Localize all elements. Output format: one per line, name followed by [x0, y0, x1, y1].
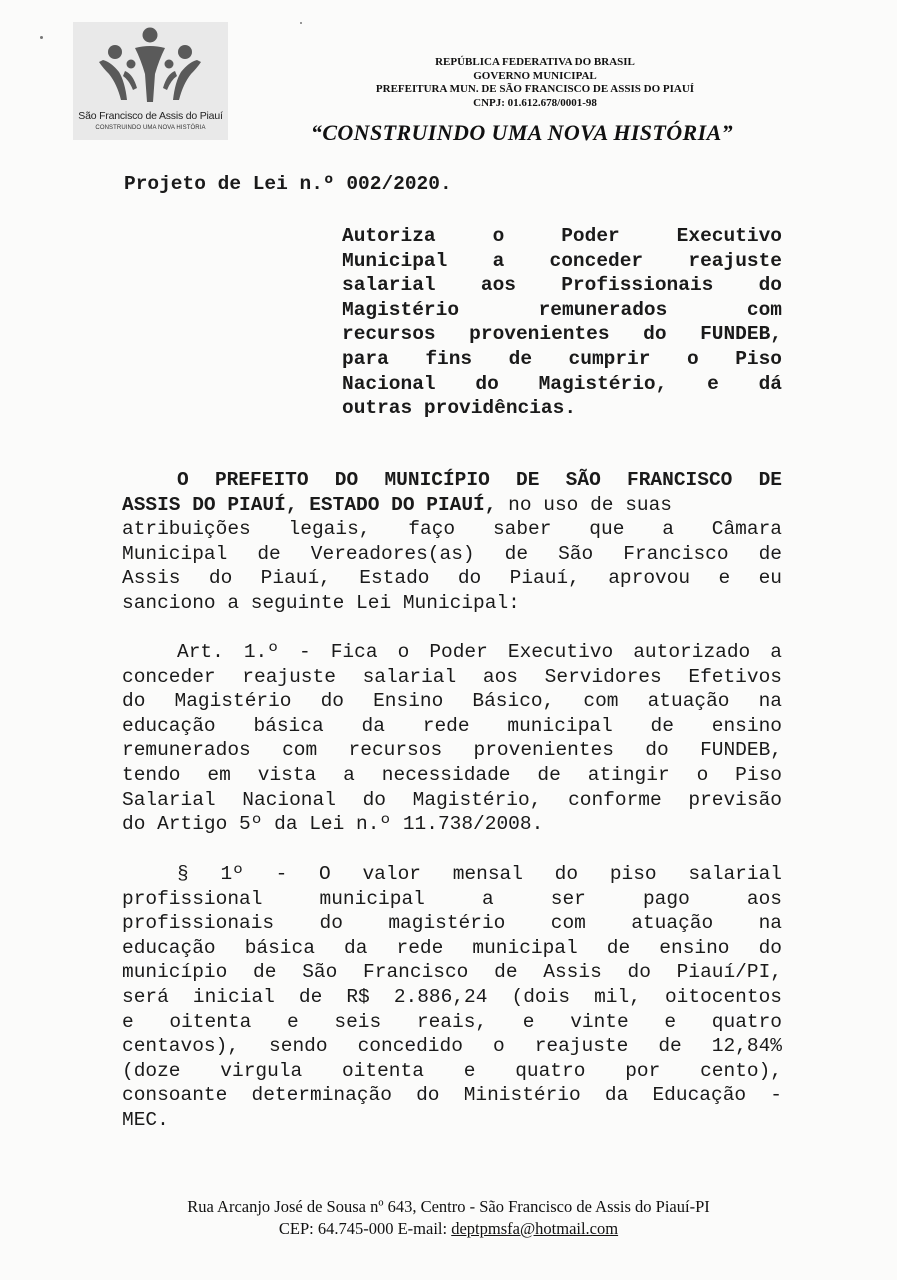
paragraph-line: (doze virgula oitenta e quatro por cento), [122, 1059, 782, 1082]
header-republic: REPÚBLICA FEDERATIVA DO BRASIL [435, 56, 635, 68]
ementa-line: recursos provenientes do FUNDEB, [342, 323, 782, 346]
ementa-line: salarial aos Profissionais do [342, 274, 782, 297]
footer-cep: CEP: 64.745-000 E-mail: [278, 1219, 452, 1238]
slogan: “CONSTRUINDO UMA NOVA HISTÓRIA” [310, 120, 734, 145]
people-figures-icon [93, 26, 208, 106]
paragraph-line: profissionais do magistério com atuação na [122, 912, 782, 935]
paragraph-line: e oitenta e seis reais, e vinte e quatro [122, 1010, 782, 1033]
paragraph-line: centavos), sendo concedido o reajuste de 12,84% [122, 1035, 782, 1058]
preamble-line: atribuições legais, faço saber que a Câmara [122, 518, 782, 541]
paragraph-line: educação básica da rede municipal de ensino do [122, 936, 782, 959]
header-government: GOVERNO MUNICIPAL [473, 69, 597, 82]
article-line: Art. 1.º - Fica o Poder Executivo autorizado a [177, 641, 782, 663]
paragraph-1 [122, 862, 782, 1133]
preamble-text: no uso de suas [496, 493, 672, 516]
paragraph-line: § 1º - O valor mensal do piso salarial [177, 863, 782, 885]
scan-speck [40, 36, 43, 39]
footer-email-link[interactable]: deptpmsfa@hotmail.com [451, 1219, 619, 1238]
article-line: Salarial Nacional do Magistério, conforme previsão [122, 788, 782, 811]
ementa-line: outras providências. [342, 397, 577, 420]
preamble-line [122, 493, 782, 518]
paragraph-line: profissional municipal a ser pago aos [122, 887, 782, 910]
paragraph-line: MEC. [122, 1108, 169, 1131]
footer-address: Rua Arcanjo José de Sousa nº 643, Centro - São Francisco de Assis do Piauí-PI [187, 1197, 710, 1216]
paragraph-line: município de São Francisco de Assis do Piauí/PI, [122, 961, 782, 984]
article-line: do Magistério do Ensino Básico, com atuação na [122, 690, 782, 713]
preamble-line: Assis do Piauí, Estado do Piauí, aprovou e eu [122, 567, 782, 590]
header-prefecture: PREFEITURA MUN. DE SÃO FRANCISCO DE ASSIS DO PIAUÍ [375, 83, 695, 95]
footer [60, 1196, 837, 1240]
preamble-line: Municipal de Vereadores(as) de São Francisco de [122, 542, 782, 565]
preamble [122, 468, 782, 616]
paragraph-line: será inicial de R$ 2.886,24 (dois mil, oitocentos [122, 985, 782, 1008]
preamble-line: sanciono a seguinte Lei Municipal: [122, 591, 520, 614]
header-cnpj: CNPJ: 01.612.678/0001-98 [473, 96, 597, 109]
preamble-line: O PREFEITO DO MUNICÍPIO DE SÃO FRANCISCO DE [177, 469, 782, 491]
logo-motto: CONSTRUINDO UMA NOVA HISTÓRIA [95, 125, 206, 131]
ementa-line: para fins de cumprir o Piso [342, 347, 782, 370]
preamble-bold-text: ASSIS DO PIAUÍ, ESTADO DO PIAUÍ, [122, 493, 497, 516]
article-1 [122, 640, 782, 837]
letterhead [320, 56, 750, 110]
article-line: conceder reajuste salarial aos Servidores Efetivos [122, 665, 782, 688]
footer-contact [60, 1218, 837, 1240]
ementa-line: Autoriza o Poder Executivo [342, 225, 782, 247]
bill-title: Projeto de Lei n.º 002/2020. [124, 173, 452, 195]
article-line: educação básica da rede municipal de ensino [122, 714, 782, 737]
article-line: tendo em vista a necessidade de atingir o Piso [122, 763, 782, 786]
ementa [342, 224, 782, 421]
ementa-line: Nacional do Magistério, e dá [342, 372, 782, 395]
article-line: remunerados com recursos provenientes do FUNDEB, [122, 739, 782, 762]
logo-municipality-name: São Francisco de Assis do Piauí [78, 110, 223, 122]
paragraph-line: consoante determinação do Ministério da Educação - [122, 1084, 782, 1107]
municipal-logo [73, 22, 228, 140]
ementa-line: Municipal a conceder reajuste [342, 249, 782, 272]
ementa-line: Magistério remunerados com [342, 298, 782, 321]
scan-speck [300, 22, 302, 24]
article-line: do Artigo 5º da Lei n.º 11.738/2008. [122, 813, 544, 836]
